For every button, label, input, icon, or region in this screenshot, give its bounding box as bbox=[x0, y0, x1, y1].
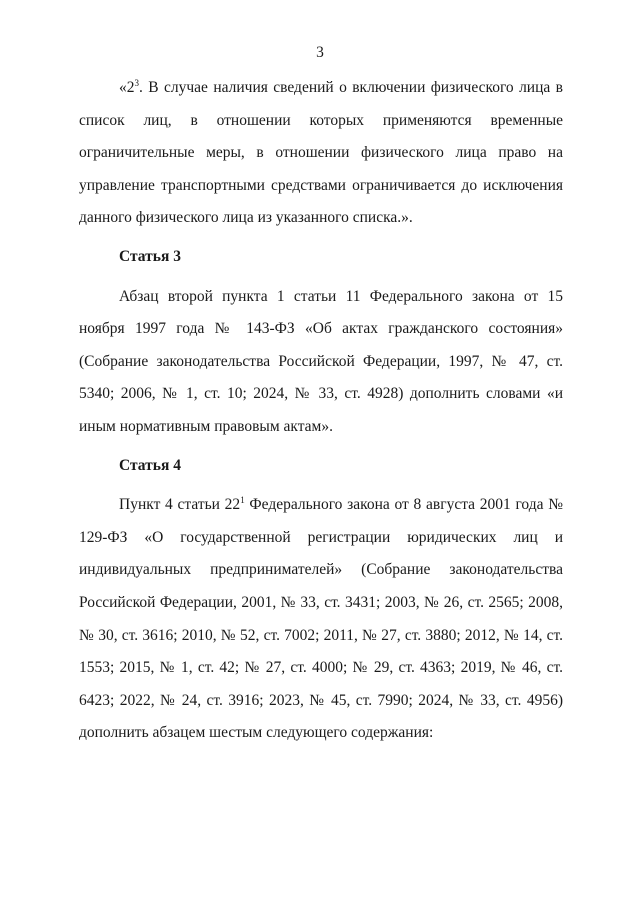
paragraph-article-3: Абзац второй пункта 1 статьи 11 Федерального закона от 15 ноября 1997 года № 143-ФЗ «Об актах гражданского состояния» (Собрание законодательства Российской Федерации, 1997, № 47, ст. 5340; 2006, № 1, ст. 10; 2024, № 33, ст. 4928) дополнить словами «и иным нормативным правовым актам». bbox=[79, 287, 563, 435]
paragraph-amendment-quote-text: . В случае наличия сведений о включении физического лица в список лиц, в отношении которых применяются временные ограничительные меры, в отношении физического лица право на управление транспортными средствами ограничивается до исключения данного физического лица из указанного списка.». bbox=[79, 79, 563, 227]
superscript-1: 1 bbox=[240, 495, 245, 506]
paragraph-article-4 bbox=[79, 489, 563, 750]
heading-article-4: Статья 4 bbox=[119, 457, 181, 475]
paragraph-amendment-quote-start: «2 bbox=[119, 79, 135, 96]
document-body bbox=[79, 72, 563, 750]
paragraph-article-4-start: Пункт 4 статьи 22 bbox=[119, 496, 241, 514]
paragraph-article-4-text: Федерального закона от 8 августа 2001 года № 129-ФЗ «О государственной регистрации юридических лиц и индивидуальных предпринимателей» (Собрание законодательства Российской Федерации, 2001, № 33, ст. 3431; 2003, № 26, ст. 2565; 2008, № 30, ст. 3616; 2010, № 52, ст. 7002; 2011, № 27, ст. 3880; 2012, № 14, ст. 1553; 2015, № 1, ст. 42; № 27, ст. 4000; № 29, ст. 4363; 2019, № 46, ст. 6423; 2022, № 24, ст. 3916; 2023, № 45, ст. 7990; 2024, № 33, ст. 4956) дополнить абзацем шестым следующего содержания: bbox=[79, 496, 564, 742]
page-number: 3 bbox=[316, 44, 324, 61]
superscript-3: 3 bbox=[134, 78, 139, 88]
heading-article-3: Статья 3 bbox=[119, 248, 181, 266]
paragraph-amendment-quote bbox=[79, 72, 563, 235]
